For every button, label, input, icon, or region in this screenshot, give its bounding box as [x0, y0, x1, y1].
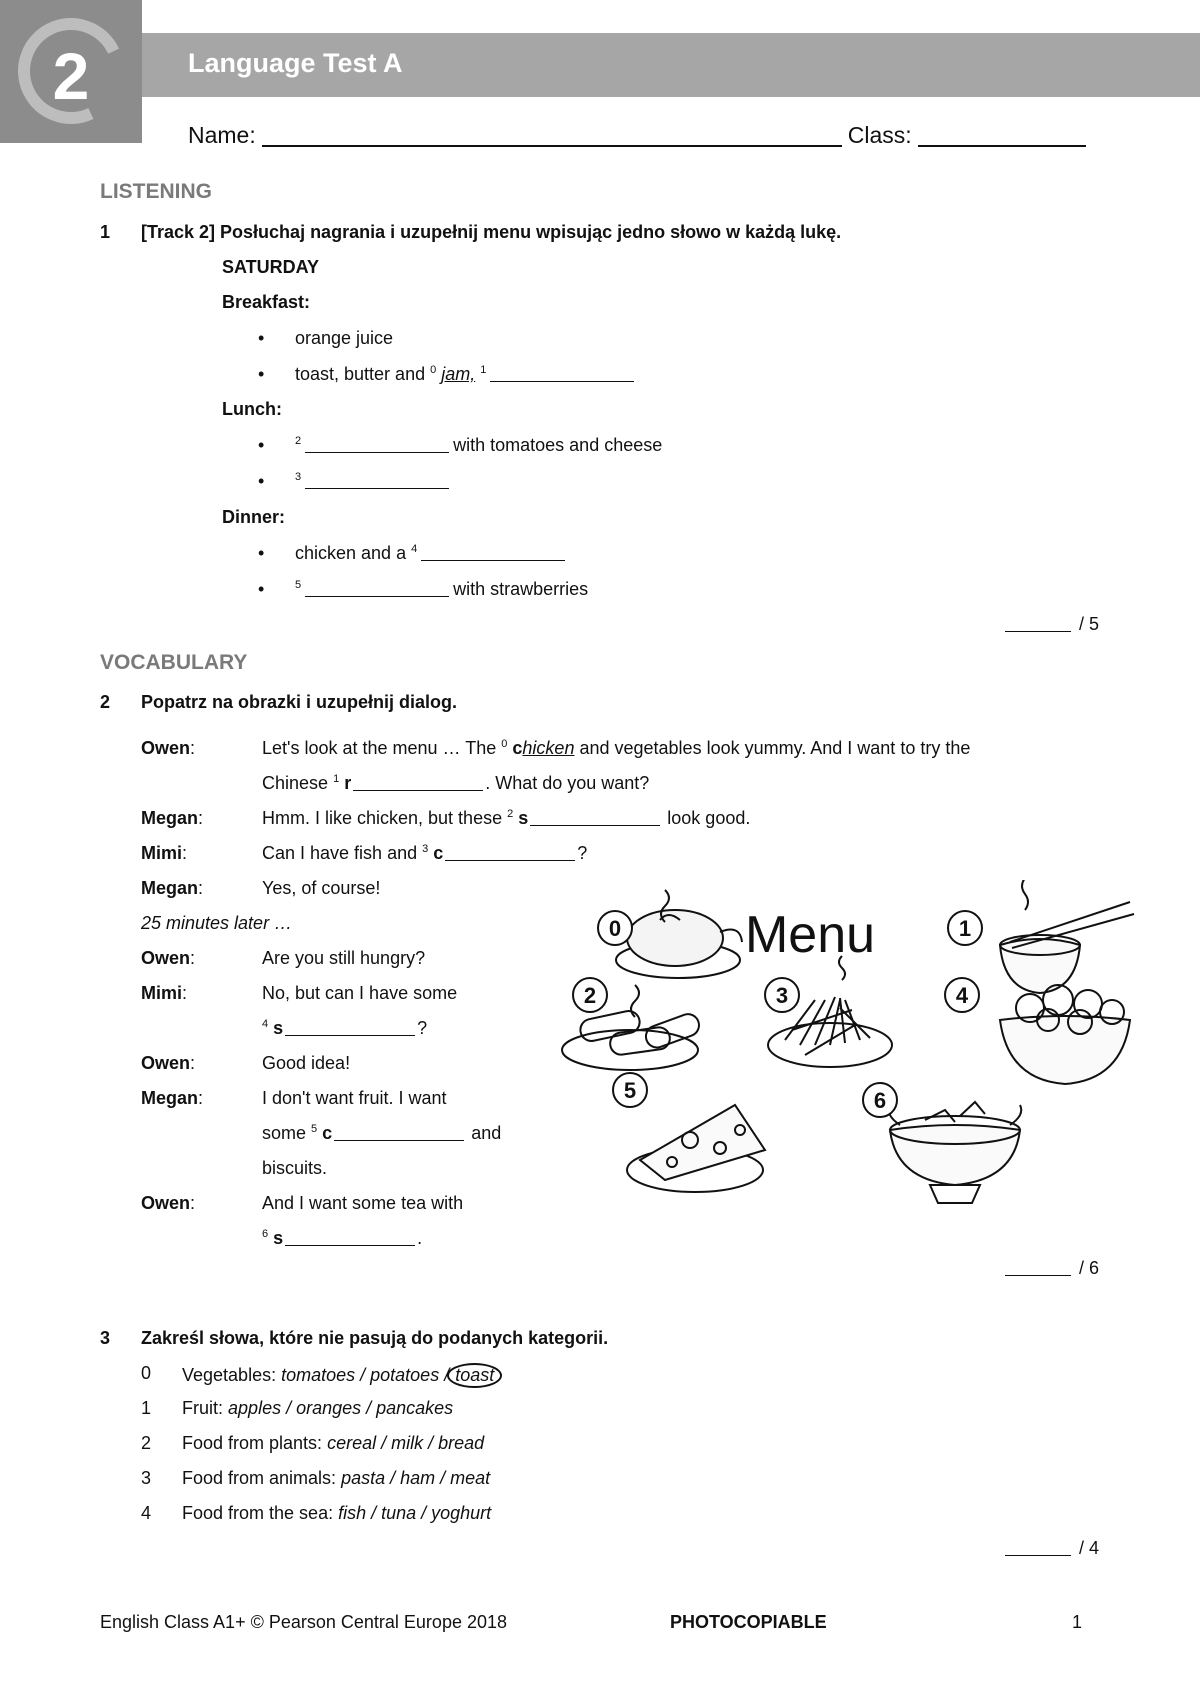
name-field[interactable] — [262, 145, 842, 147]
score-total: / 6 — [1079, 1258, 1100, 1278]
score-box — [1005, 1538, 1099, 1559]
answer-blank[interactable] — [353, 790, 483, 791]
answer-blank[interactable] — [305, 596, 449, 597]
speaker-name: Megan: — [141, 878, 204, 898]
speaker-name: Owen: — [141, 738, 196, 758]
item-number: 4 — [141, 1503, 152, 1523]
gap-number: 3 — [295, 471, 302, 483]
score-field[interactable] — [1005, 1555, 1071, 1556]
answer-blank[interactable] — [305, 452, 449, 453]
page-title: Language Test A — [188, 48, 403, 78]
footer-copyright: English Class A1+ © Pearson Central Europe 2018 — [100, 1612, 508, 1632]
score-field[interactable] — [1005, 631, 1071, 632]
dialogue-line: some $^5$ c and — [262, 1123, 502, 1143]
speaker-name: Owen: — [141, 1053, 196, 1073]
speaker-name: Mimi: — [141, 843, 188, 863]
gap-number: 0 — [430, 364, 437, 376]
menu-item — [295, 543, 569, 564]
answer-blank[interactable] — [334, 1140, 464, 1141]
dinner-label: Dinner: — [222, 507, 285, 527]
unit-number: 2 — [52, 39, 90, 113]
dialogue-line: Can I have fish and $^3$ c ? — [262, 843, 588, 863]
dialogue-line: No, but can I have some — [262, 983, 458, 1003]
score-field[interactable] — [1005, 1275, 1071, 1276]
stage-direction: 25 minutes later … — [141, 913, 293, 933]
score-box — [1005, 614, 1099, 635]
category-item: Vegetables: tomatoes / potatoes / toast — [182, 1363, 502, 1388]
footer-photocopiable: PHOTOCOPIABLE — [670, 1612, 827, 1632]
dialogue-line: Good idea! — [262, 1053, 351, 1073]
item-text: with tomatoes and cheese — [453, 435, 663, 455]
item-number: 2 — [141, 1433, 152, 1453]
gap-number: 5 — [295, 579, 302, 591]
lunch-label: Lunch: — [222, 399, 282, 419]
picture-number-6: 6 — [873, 1088, 887, 1113]
category-item[interactable]: Food from the sea: fish / tuna / yoghurt — [182, 1503, 492, 1523]
section-heading-vocabulary: VOCABULARY — [100, 651, 248, 674]
class-field[interactable] — [918, 145, 1086, 147]
gap-number: 1 — [480, 364, 487, 376]
question-number: 3 — [100, 1328, 111, 1348]
soup-bowl-icon — [889, 1102, 1022, 1203]
breakfast-label: Breakfast: — [222, 292, 311, 312]
example-answer: hicken — [522, 738, 575, 758]
cheese-icon — [627, 1105, 765, 1192]
picture-number-5: 5 — [623, 1078, 637, 1103]
picture-number-0: 0 — [608, 916, 622, 941]
menu-item — [295, 435, 662, 456]
answer-blank[interactable] — [490, 381, 634, 382]
answer-blank[interactable] — [445, 860, 575, 861]
picture-number-4: 4 — [955, 983, 969, 1008]
menu-item — [295, 364, 638, 385]
dialogue-line: Are you still hungry? — [262, 948, 426, 968]
picture-number-2: 2 — [583, 983, 597, 1008]
unit-badge — [0, 0, 142, 143]
dialogue-line: $^6$ s . — [262, 1228, 423, 1248]
speaker-name: Megan: — [141, 1088, 204, 1108]
item-text: toast, butter and — [295, 364, 426, 384]
rice-bowl-icon — [1000, 880, 1134, 993]
menu-item — [295, 471, 453, 492]
score-total: / 5 — [1079, 614, 1100, 634]
dialogue-line: $^4$ s ? — [262, 1018, 428, 1038]
gap-number: 2 — [295, 435, 302, 447]
section-heading-listening: LISTENING — [100, 180, 213, 203]
category-item[interactable]: Food from plants: cereal / milk / bread — [182, 1433, 485, 1453]
question-instruction: Popatrz na obrazki i uzupełnij dialog. — [141, 692, 458, 712]
question-instruction: Zakreśl słowa, które nie pasują do podanych kategorii. — [141, 1328, 609, 1348]
answer-blank[interactable] — [285, 1035, 415, 1036]
page-number: 1 — [1072, 1612, 1083, 1632]
name-label: Name: — [188, 122, 256, 148]
item-text: chicken and a — [295, 543, 407, 563]
speaker-name: Mimi: — [141, 983, 188, 1003]
answer-blank[interactable] — [305, 488, 449, 489]
fruit-bowl-icon — [1000, 985, 1130, 1084]
dialogue-line: biscuits. — [262, 1158, 328, 1178]
question-instruction: [Track 2] Posłuchaj nagrania i uzupełnij menu wpisując jedno słowo w każdą lukę. — [141, 222, 842, 242]
menu-day: SATURDAY — [222, 257, 320, 277]
dialogue-line: Yes, of course! — [262, 878, 381, 898]
dialogue-line: Let's look at the menu … The $^0$ chicken and vegetables look yummy. And I want to try the — [262, 738, 971, 758]
category-item[interactable]: Food from animals: pasta / ham / meat — [182, 1468, 491, 1488]
item-number: 3 — [141, 1468, 152, 1488]
speaker-name: Owen: — [141, 948, 196, 968]
menu-illustration — [560, 880, 1135, 1235]
gap-number: 4 — [411, 543, 418, 555]
item-text: with strawberries — [453, 579, 589, 599]
item-number: 1 — [141, 1398, 152, 1418]
score-box — [1005, 1258, 1099, 1279]
score-total: / 4 — [1079, 1538, 1100, 1558]
picture-number-1: 1 — [958, 916, 972, 941]
class-label: Class: — [847, 122, 912, 148]
picture-number-3: 3 — [775, 983, 789, 1008]
speaker-name: Megan: — [141, 808, 204, 828]
answer-blank[interactable] — [421, 560, 565, 561]
question-number: 1 — [100, 222, 111, 242]
answer-blank[interactable] — [530, 825, 660, 826]
dialogue-line: Hmm. I like chicken, but these $^2$ s look good. — [262, 808, 751, 828]
item-number: 0 — [141, 1363, 152, 1383]
speaker-name: Owen: — [141, 1193, 196, 1213]
dialogue-line: And I want some tea with — [262, 1193, 464, 1213]
question-number: 2 — [100, 692, 111, 712]
category-item[interactable]: Fruit: apples / oranges / pancakes — [182, 1398, 454, 1418]
name-class-row — [188, 122, 1086, 149]
menu-item: orange juice — [295, 328, 394, 348]
circled-answer: toast — [447, 1363, 502, 1388]
dialogue-line: Chinese $^1$ r . What do you want? — [262, 773, 650, 793]
dialogue-line: I don't want fruit. I want — [262, 1088, 447, 1108]
header-bar — [0, 33, 1200, 97]
answer-blank[interactable] — [285, 1245, 415, 1246]
menu-title: Menu — [744, 906, 876, 964]
example-answer: jam, — [441, 364, 476, 384]
menu-item — [295, 579, 588, 600]
